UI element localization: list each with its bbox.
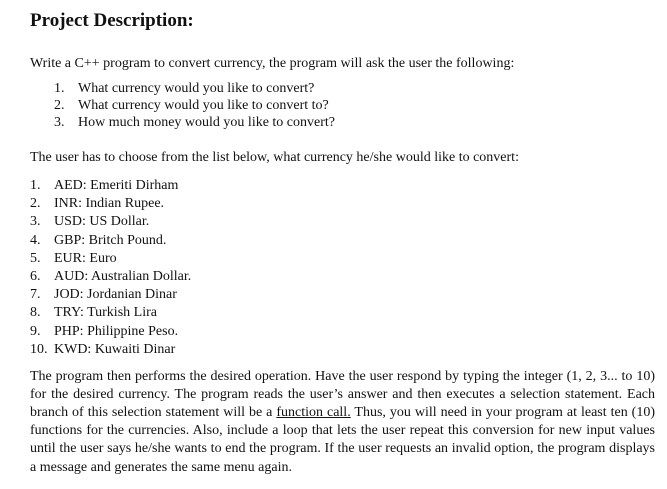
list-item-text: How much money would you like to convert? — [78, 115, 336, 130]
list-number: 8. — [30, 305, 41, 321]
list-item-text: AUD: Australian Dollar. — [54, 269, 192, 285]
list-item-text: TRY: Turkish Lira — [54, 305, 157, 321]
list-item — [54, 80, 655, 97]
list-item — [30, 323, 655, 341]
description-paragraph — [30, 359, 655, 477]
list-item-text: KWD: Kuwaiti Dinar — [54, 341, 176, 357]
question-list — [30, 72, 655, 131]
intro-text: Write a C++ program to convert currency, the program will ask the user the following: — [30, 56, 515, 71]
list-item — [30, 213, 655, 231]
list-number: 10. — [30, 341, 48, 357]
list-number: 3. — [30, 214, 41, 230]
list-number: 1. — [30, 178, 41, 193]
list-item — [54, 114, 655, 131]
paragraph-text-before: The program then performs the desired operation. Have the user respond by typing the integer (1, 2, 3... to 10) for the desired currency. The program reads the user’s answer and then executes a selection statement. Each branch of this selection statement will be a — [30, 369, 655, 421]
list-number: 5. — [30, 250, 41, 266]
list-item-text: AED: Emeriti Dirham — [54, 178, 179, 193]
list-item-text: What currency would you like to convert? — [78, 81, 315, 96]
list-item — [30, 268, 655, 286]
list-item-text: PHP: Philippine Peso. — [54, 323, 179, 339]
currency-list — [30, 166, 655, 359]
list-item — [30, 286, 655, 304]
list-number: 6. — [30, 269, 41, 285]
paragraph-text-after: Thus, you will need in your program at least ten (10) functions for the currencies. Also, include a loop that lets the user repeat this conversion for new input values until the user says he/she wants to end the program. If the user requests an invalid option, the program displays a message and generates the same menu again. — [30, 405, 655, 475]
list-item — [30, 341, 655, 359]
list-number: 7. — [30, 287, 41, 303]
list-item-text: GBP: Britch Pound. — [54, 232, 167, 248]
list-item — [30, 304, 655, 322]
list-item — [30, 177, 655, 195]
list-number: 1. — [54, 81, 65, 96]
list-item-text: What currency would you like to convert to? — [78, 98, 329, 113]
list-number: 3. — [54, 115, 65, 130]
list-item — [30, 250, 655, 268]
choose-text: The user has to choose from the list below, what currency he/she would like to convert: — [30, 150, 519, 165]
list-item — [54, 97, 655, 114]
list-item-text: USD: US Dollar. — [54, 214, 150, 230]
list-item — [30, 195, 655, 213]
list-number: 9. — [30, 323, 41, 339]
list-item-text: EUR: Euro — [54, 250, 117, 266]
function-call-link[interactable]: function call. — [276, 405, 351, 421]
page-title: Project Description: — [30, 10, 194, 31]
list-item-text: JOD: Jordanian Dinar — [54, 287, 177, 303]
list-number: 2. — [54, 98, 65, 113]
list-number: 2. — [30, 196, 41, 212]
list-item-text: INR: Indian Rupee. — [54, 196, 165, 212]
list-item — [30, 232, 655, 250]
list-number: 4. — [30, 232, 41, 248]
